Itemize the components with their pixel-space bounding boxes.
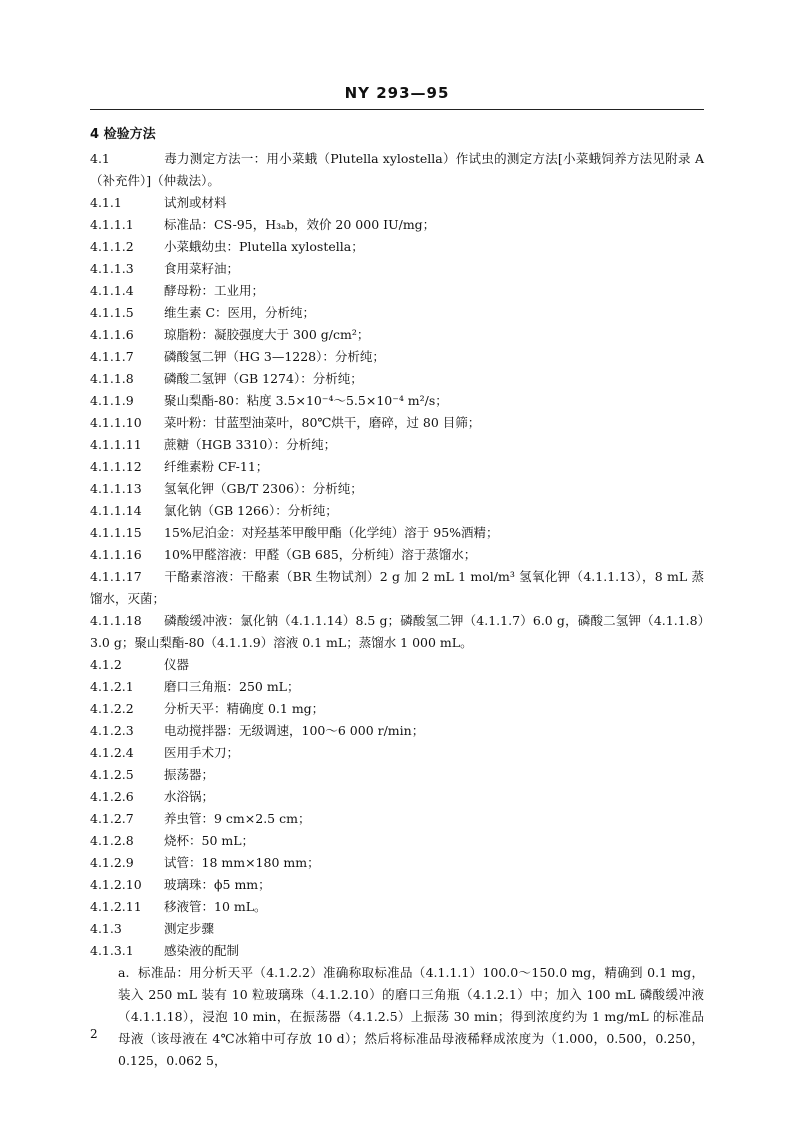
clause-line bbox=[90, 786, 704, 808]
clause-number: 4.1.1.5 bbox=[90, 305, 134, 320]
clause-line bbox=[90, 610, 704, 654]
clause-number: 4.1.2.3 bbox=[90, 723, 134, 738]
clause-line bbox=[90, 412, 704, 434]
clause-text: 试剂或材料 bbox=[164, 195, 227, 210]
clause-text: 毒力测定方法一：用小菜蛾（Plutella xylostella）作试虫的测定方法[小菜蛾饲养方法见附录 A（补充件）]（仲裁法）。 bbox=[90, 151, 704, 188]
clause-text: 磷酸二氢钾（GB 1274）：分析纯； bbox=[164, 371, 363, 386]
clause-text: 磷酸缓冲液：氯化钠（4.1.1.14）8.5 g；磷酸氢二钾（4.1.1.7）6.0 g，磷酸二氢钾（4.1.1.8）3.0 g；聚山梨酯-80（4.1.1.9）溶液 0.1 mL；蒸馏水 1 000 mL。 bbox=[90, 613, 704, 650]
clause-text: 水浴锅； bbox=[164, 789, 215, 804]
clause-number: 4.1.2.11 bbox=[90, 899, 142, 914]
clause-text: 磨口三角瓶：250 mL； bbox=[164, 679, 300, 694]
document-body bbox=[90, 124, 704, 1072]
clause-line bbox=[90, 390, 704, 412]
clause-number: 4.1.2.7 bbox=[90, 811, 134, 826]
clause-number: 4.1.1.3 bbox=[90, 261, 134, 276]
clause-text: 标准品：CS-95，H₃ₐb，效价 20 000 IU/mg； bbox=[164, 217, 436, 232]
clause-text: 磷酸氢二钾（HG 3—1228）：分析纯； bbox=[164, 349, 385, 364]
clause-text: 氢氧化钾（GB/T 2306）：分析纯； bbox=[164, 481, 363, 496]
clause-text: 小菜蛾幼虫：Plutella xylostella； bbox=[164, 239, 364, 254]
clause-number: 4.1.2.5 bbox=[90, 767, 134, 782]
clause-number: 4.1.1.10 bbox=[90, 415, 142, 430]
clause-number: 4.1.1.7 bbox=[90, 349, 134, 364]
clause-line bbox=[90, 874, 704, 896]
clause-text: 维生素 C：医用，分析纯； bbox=[164, 305, 316, 320]
clause-number: 4.1.2.2 bbox=[90, 701, 134, 716]
clause-line bbox=[90, 346, 704, 368]
clause-line bbox=[90, 676, 704, 698]
clause-text: 酵母粉：工业用； bbox=[164, 283, 265, 298]
clause-text: 玻璃珠：ϕ5 mm； bbox=[164, 877, 271, 892]
clause-line bbox=[90, 918, 704, 940]
clause-number: 4.1.1.9 bbox=[90, 393, 134, 408]
clause-number: 4.1.2.10 bbox=[90, 877, 142, 892]
clause-text: 感染液的配制 bbox=[164, 943, 240, 958]
clause-number: 4.1.1 bbox=[90, 195, 122, 210]
clause-text: 测定步骤 bbox=[164, 921, 215, 936]
clause-number: 4.1.1.16 bbox=[90, 547, 142, 562]
clause-text: 菜叶粉：甘蓝型油菜叶，80℃烘干，磨碎，过 80 目筛； bbox=[164, 415, 481, 430]
clause-line bbox=[90, 566, 704, 610]
clause-line bbox=[90, 434, 704, 456]
header-rule bbox=[90, 109, 704, 110]
clause-number: 4.1.1.18 bbox=[90, 613, 142, 628]
clause-text: 蔗糖（HGB 3310）：分析纯； bbox=[164, 437, 337, 452]
clause-number: 4.1.1.8 bbox=[90, 371, 134, 386]
clause-number: 4.1.1.13 bbox=[90, 481, 142, 496]
paragraph-a-text: 标准品：用分析天平（4.1.2.2）准确称取标准品（4.1.1.1）100.0～150.0 mg，精确到 0.1 mg，装入 250 mL 装有 10 粒玻璃珠（4.1.2.10）的磨口三角瓶（4.1.2.1）中；加入 100 mL 磷酸缓冲液（4.1.1.18），浸泡 10 min，在振荡器（4.1.2.5）上振荡 30 min；得到浓度约为 1 mg/mL 的标准品母液（该母液在 4℃冰箱中可存放 10 d）；然后将标准品母液稀释成浓度为（1.000，0.500，0.250，0.125，0.062 5， bbox=[118, 965, 705, 1068]
clause-number: 4.1.1.17 bbox=[90, 569, 142, 584]
clause-number: 4.1.1.11 bbox=[90, 437, 142, 452]
clause-text: 仪器 bbox=[164, 657, 190, 672]
section-title: 4 检验方法 bbox=[90, 127, 156, 142]
clause-text: 电动搅拌器：无级调速，100～6 000 r/min； bbox=[164, 723, 425, 738]
clause-line bbox=[90, 324, 704, 346]
clause-number: 4.1.3 bbox=[90, 921, 122, 936]
clause-text: 15%尼泊金：对羟基苯甲酸甲酯（化学纯）溶于 95%酒精； bbox=[164, 525, 499, 540]
clause-number: 4.1.1.12 bbox=[90, 459, 142, 474]
clause-number: 4.1.1.1 bbox=[90, 217, 134, 232]
clause-text: 干酪素溶液：干酪素（BR 生物试剂）2 g 加 2 mL 1 mol/m³ 氢氧化钾（4.1.1.13），8 mL 蒸馏水，灭菌； bbox=[90, 569, 704, 606]
clause-number: 4.1.2.8 bbox=[90, 833, 134, 848]
clause-text: 振荡器； bbox=[164, 767, 215, 782]
clause-line bbox=[90, 280, 704, 302]
clause-line bbox=[90, 258, 704, 280]
clause-line bbox=[90, 742, 704, 764]
clause-list bbox=[90, 148, 704, 962]
clause-line bbox=[90, 500, 704, 522]
clause-line bbox=[90, 456, 704, 478]
clause-number: 4.1.2.9 bbox=[90, 855, 134, 870]
clause-number: 4.1.2.6 bbox=[90, 789, 134, 804]
clause-text: 10%甲醛溶液：甲醛（GB 685，分析纯）溶于蒸馏水； bbox=[164, 547, 477, 562]
clause-line bbox=[90, 192, 704, 214]
paragraph-a-label: a. bbox=[118, 965, 130, 980]
clause-text: 氯化钠（GB 1266）：分析纯； bbox=[164, 503, 338, 518]
clause-text: 医用手术刀； bbox=[164, 745, 240, 760]
clause-text: 烧杯：50 mL； bbox=[164, 833, 255, 848]
clause-text: 分析天平：精确度 0.1 mg； bbox=[164, 701, 325, 716]
clause-text: 琼脂粉：凝胶强度大于 300 g/cm²； bbox=[164, 327, 370, 342]
clause-number: 4.1.1.2 bbox=[90, 239, 134, 254]
clause-line bbox=[90, 522, 704, 544]
clause-text: 养虫管：9 cm×2.5 cm； bbox=[164, 811, 311, 826]
clause-line bbox=[90, 544, 704, 566]
clause-line bbox=[90, 654, 704, 676]
clause-text: 聚山梨酯-80：粘度 3.5×10⁻⁴～5.5×10⁻⁴ m²/s； bbox=[164, 393, 448, 408]
paragraph-a bbox=[90, 962, 704, 1072]
page-number: 2 bbox=[90, 1027, 98, 1041]
clause-number: 4.1.2.1 bbox=[90, 679, 134, 694]
clause-number: 4.1.2.4 bbox=[90, 745, 134, 760]
clause-number: 4.1.1.4 bbox=[90, 283, 134, 298]
clause-number: 4.1.1.15 bbox=[90, 525, 142, 540]
clause-line bbox=[90, 808, 704, 830]
clause-line bbox=[90, 236, 704, 258]
document-header: NY 293—95 bbox=[344, 84, 450, 102]
clause-number: 4.1.1.6 bbox=[90, 327, 134, 342]
clause-line bbox=[90, 830, 704, 852]
clause-line bbox=[90, 478, 704, 500]
clause-text: 移液管：10 mL。 bbox=[164, 899, 267, 914]
clause-number: 4.1.1.14 bbox=[90, 503, 142, 518]
clause-line bbox=[90, 698, 704, 720]
clause-number: 4.1.2 bbox=[90, 657, 122, 672]
clause-text: 试管：18 mm×180 mm； bbox=[164, 855, 320, 870]
clause-line bbox=[90, 302, 704, 324]
clause-number: 4.1 bbox=[90, 151, 110, 166]
clause-line bbox=[90, 940, 704, 962]
clause-line bbox=[90, 720, 704, 742]
clause-line bbox=[90, 148, 704, 192]
clause-text: 纤维素粉 CF-11； bbox=[164, 459, 269, 474]
clause-number: 4.1.3.1 bbox=[90, 943, 134, 958]
clause-line bbox=[90, 852, 704, 874]
clause-text: 食用菜籽油； bbox=[164, 261, 240, 276]
clause-line bbox=[90, 896, 704, 918]
clause-line bbox=[90, 214, 704, 236]
clause-line bbox=[90, 368, 704, 390]
clause-line bbox=[90, 764, 704, 786]
